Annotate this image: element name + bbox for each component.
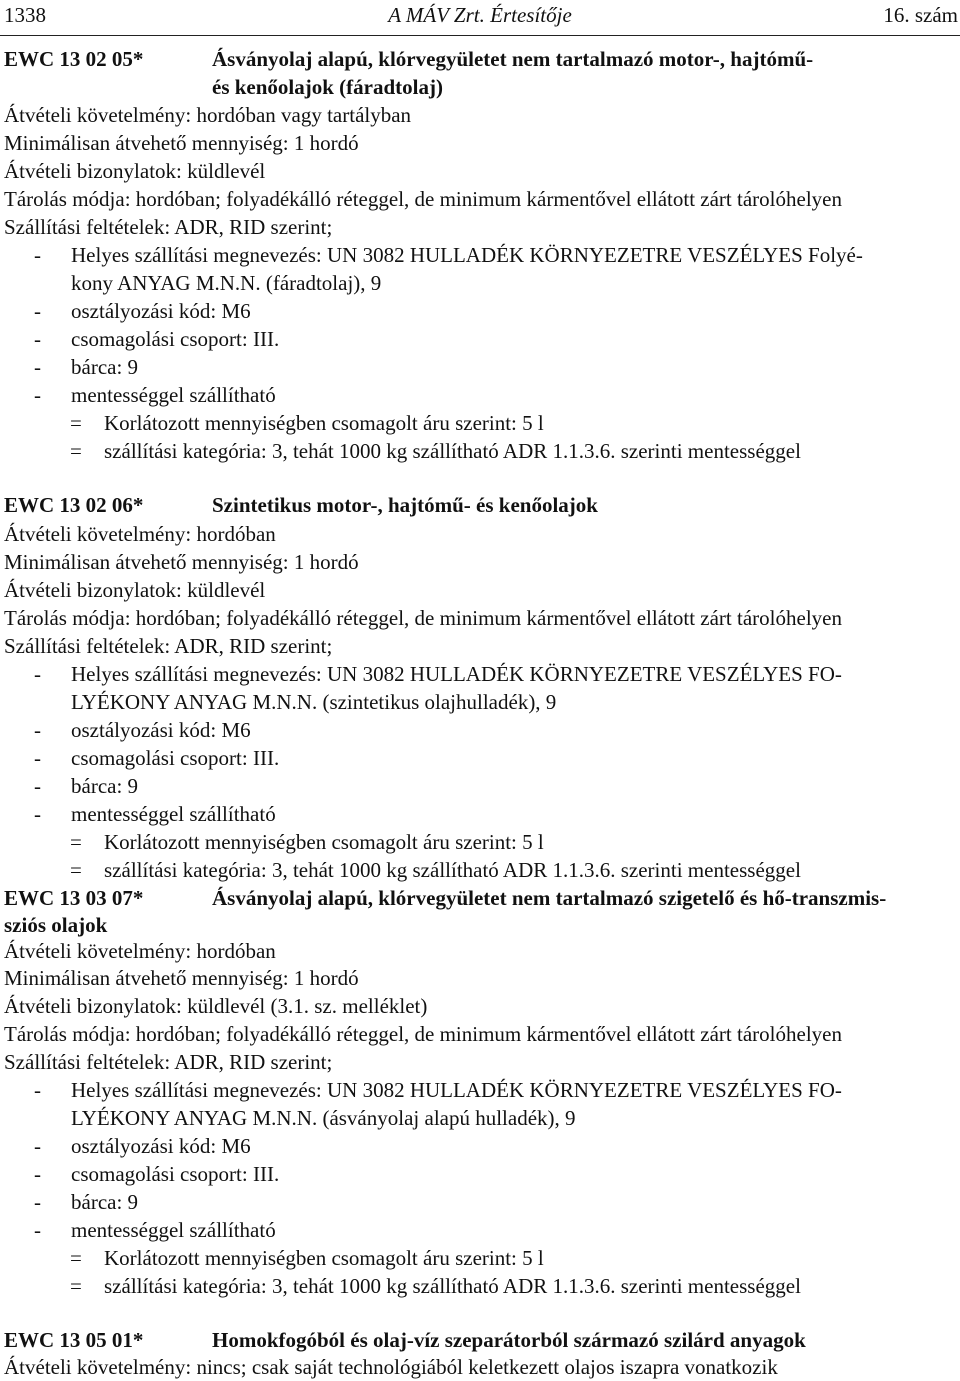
- minimum-quantity: Minimálisan átvehető mennyiség: 1 hordó: [4, 131, 359, 155]
- packing-group: csomagolási csoport: III.: [71, 746, 280, 770]
- acceptance-requirement: Átvételi követelmény: nincs; csak saját technológiából keletkezett olajos iszapra vonatkozik: [4, 1355, 778, 1379]
- transport-category: szállítási kategória: 3, tehát 1000 kg szállítható ADR 1.1.3.6. szerinti mentességgel: [104, 439, 801, 463]
- entry-title: Szintetikus motor-, hajtómű- és kenőolajok: [212, 493, 598, 517]
- list-dash: -: [34, 746, 41, 770]
- hazard-label: bárca: 9: [71, 1190, 139, 1214]
- page-number: 1338: [4, 3, 46, 27]
- shipping-name-cont: LYÉKONY ANYAG M.N.N. (szintetikus olajhulladék), 9: [71, 690, 557, 714]
- packing-group: csomagolási csoport: III.: [71, 327, 280, 351]
- transport-conditions: Szállítási feltételek: ADR, RID szerint;: [4, 634, 333, 658]
- list-dash: -: [34, 1162, 41, 1186]
- sub-item-marker: =: [70, 830, 82, 854]
- transport-conditions: Szállítási feltételek: ADR, RID szerint;: [4, 215, 333, 239]
- list-dash: -: [34, 1190, 41, 1214]
- sub-item-marker: =: [70, 858, 82, 882]
- exemption: mentességgel szállítható: [71, 802, 276, 826]
- limited-quantity: Korlátozott mennyiségben csomagolt áru szerint: 5 l: [104, 830, 544, 854]
- minimum-quantity: Minimálisan átvehető mennyiség: 1 hordó: [4, 550, 359, 574]
- shipping-name-cont: LYÉKONY ANYAG M.N.N. (ásványolaj alapú hulladék), 9: [71, 1106, 576, 1130]
- acceptance-documents: Átvételi bizonylatok: küldlevél: [4, 578, 266, 602]
- shipping-name: Helyes szállítási megnevezés: UN 3082 HULLADÉK KÖRNYEZETRE VESZÉLYES Folyé-: [71, 243, 863, 267]
- header-divider: [0, 35, 960, 36]
- list-dash: -: [34, 327, 41, 351]
- storage-method: Tárolás módja: hordóban; folyadékálló réteggel, de minimum kármentővel ellátott zárt tárolóhelyen: [4, 1022, 842, 1046]
- publication-title: A MÁV Zrt. Értesítője: [388, 3, 572, 27]
- hazard-label: bárca: 9: [71, 774, 139, 798]
- shipping-name: Helyes szállítási megnevezés: UN 3082 HULLADÉK KÖRNYEZETRE VESZÉLYES FO-: [71, 1078, 842, 1102]
- acceptance-requirement: Átvételi követelmény: hordóban: [4, 939, 276, 963]
- limited-quantity: Korlátozott mennyiségben csomagolt áru szerint: 5 l: [104, 411, 544, 435]
- sub-item-marker: =: [70, 439, 82, 463]
- acceptance-documents: Átvételi bizonylatok: küldlevél (3.1. sz. melléklet): [4, 994, 428, 1018]
- list-dash: -: [34, 299, 41, 323]
- list-dash: -: [34, 802, 41, 826]
- entry-title: Homokfogóból és olaj-víz szeparátorból származó szilárd anyagok: [212, 1328, 806, 1352]
- shipping-name-cont: kony ANYAG M.N.N. (fáradtolaj), 9: [71, 271, 382, 295]
- sub-item-marker: =: [70, 1274, 82, 1298]
- sub-item-marker: =: [70, 411, 82, 435]
- classification-code: osztályozási kód: M6: [71, 1134, 251, 1158]
- hazard-label: bárca: 9: [71, 355, 139, 379]
- minimum-quantity: Minimálisan átvehető mennyiség: 1 hordó: [4, 966, 359, 990]
- ewc-code: EWC 13 03 07*: [4, 886, 144, 910]
- list-dash: -: [34, 1078, 41, 1102]
- sub-item-marker: =: [70, 1246, 82, 1270]
- entry-title: Ásványolaj alapú, klórvegyületet nem tartalmazó motor-, hajtómű-: [212, 47, 814, 71]
- page-header: [0, 3, 960, 29]
- transport-category: szállítási kategória: 3, tehát 1000 kg szállítható ADR 1.1.3.6. szerinti mentességgel: [104, 1274, 801, 1298]
- ewc-code: EWC 13 05 01*: [4, 1328, 144, 1352]
- issue-number: 16. szám: [883, 3, 958, 27]
- list-dash: -: [34, 662, 41, 686]
- shipping-name: Helyes szállítási megnevezés: UN 3082 HULLADÉK KÖRNYEZETRE VESZÉLYES FO-: [71, 662, 842, 686]
- entry-title-cont: sziós olajok: [4, 913, 108, 937]
- classification-code: osztályozási kód: M6: [71, 718, 251, 742]
- list-dash: -: [34, 1218, 41, 1242]
- transport-conditions: Szállítási feltételek: ADR, RID szerint;: [4, 1050, 333, 1074]
- exemption: mentességgel szállítható: [71, 1218, 276, 1242]
- classification-code: osztályozási kód: M6: [71, 299, 251, 323]
- acceptance-requirement: Átvételi követelmény: hordóban vagy tartályban: [4, 103, 412, 127]
- list-dash: -: [34, 718, 41, 742]
- list-dash: -: [34, 1134, 41, 1158]
- list-dash: -: [34, 774, 41, 798]
- acceptance-documents: Átvételi bizonylatok: küldlevél: [4, 159, 266, 183]
- limited-quantity: Korlátozott mennyiségben csomagolt áru szerint: 5 l: [104, 1246, 544, 1270]
- packing-group: csomagolási csoport: III.: [71, 1162, 280, 1186]
- storage-method: Tárolás módja: hordóban; folyadékálló réteggel, de minimum kármentővel ellátott zárt tárolóhelyen: [4, 606, 842, 630]
- storage-method: Tárolás módja: hordóban; folyadékálló réteggel, de minimum kármentővel ellátott zárt tárolóhelyen: [4, 187, 842, 211]
- entry-title-cont: és kenőolajok (fáradtolaj): [212, 75, 443, 99]
- list-dash: -: [34, 383, 41, 407]
- acceptance-requirement: Átvételi követelmény: hordóban: [4, 522, 276, 546]
- transport-category: szállítási kategória: 3, tehát 1000 kg szállítható ADR 1.1.3.6. szerinti mentességgel: [104, 858, 801, 882]
- exemption: mentességgel szállítható: [71, 383, 276, 407]
- list-dash: -: [34, 355, 41, 379]
- ewc-code: EWC 13 02 06*: [4, 493, 144, 517]
- entry-title: Ásványolaj alapú, klórvegyületet nem tartalmazó szigetelő és hő-transzmis-: [212, 886, 887, 910]
- ewc-code: EWC 13 02 05*: [4, 47, 144, 71]
- list-dash: -: [34, 243, 41, 267]
